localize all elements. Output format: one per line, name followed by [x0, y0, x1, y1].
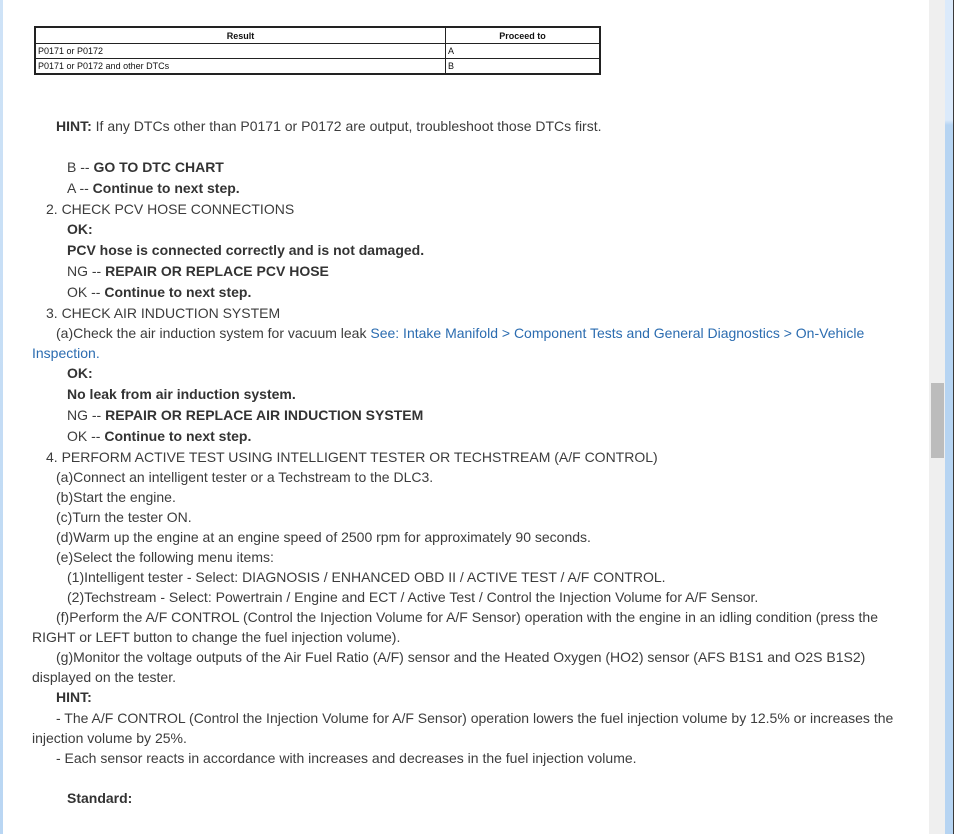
step3-ok [67, 426, 251, 446]
table-cell-result: P0171 or P0172 and other DTCs [35, 59, 446, 75]
step2-ng [67, 261, 329, 281]
step4-title: 4. PERFORM ACTIVE TEST USING INTELLIGENT TESTER OR TECHSTREAM (A/F CONTROL) [46, 449, 658, 465]
hint-text: If any DTCs other than P0171 or P0172 are output, troubleshoot those DTCs first. [91, 118, 602, 134]
step2-ok [67, 282, 251, 302]
ng-prefix: NG -- [67, 263, 106, 279]
ok-prefix: OK -- [67, 428, 105, 444]
result-b [67, 157, 224, 177]
step2-ok-label: OK: [67, 221, 93, 237]
window-right-edge [945, 0, 953, 834]
table-cell-result: P0171 or P0172 [35, 44, 446, 59]
result-prefix: B -- [67, 159, 94, 175]
intake-manifold-link[interactable]: See: Intake Manifold > Component Tests and General Diagnostics > On-Vehicle Inspection. [32, 325, 865, 361]
step4-f: (f)Perform the A/F CONTROL (Control the Injection Volume for A/F Sensor) operation with the engine in an idling condition (press the RIGHT or LEFT button to change the fuel injection volume). [32, 609, 878, 645]
step3-ok-label: OK: [67, 365, 93, 381]
ng-prefix: NG -- [67, 407, 106, 423]
step4-a: (a)Connect an intelligent tester or a Techstream to the DLC3. [56, 469, 434, 485]
step2-ok-text: PCV hose is connected correctly and is not damaged. [67, 242, 425, 258]
hint-label: HINT: [56, 118, 92, 134]
step3-a-text: (a)Check the air induction system for vacuum leak [56, 325, 371, 341]
step4-d: (d)Warm up the engine at an engine speed of 2500 rpm for approximately 90 seconds. [56, 529, 591, 545]
standard-label: Standard: [67, 790, 133, 806]
step4-hint1: - The A/F CONTROL (Control the Injection Volume for A/F Sensor) operation lowers the fuel injection volume by 12.5% or increases the injection volume by 25%. [32, 710, 894, 746]
ok-action: Continue to next step. [104, 428, 252, 444]
table-row [35, 44, 600, 59]
step4-c: (c)Turn the tester ON. [56, 509, 192, 525]
table-header-row [35, 27, 600, 44]
step3-ok-text: No leak from air induction system. [67, 386, 296, 402]
table-cell-proceed: A [446, 44, 601, 59]
step3-title: 3. CHECK AIR INDUCTION SYSTEM [46, 305, 281, 321]
ng-action: REPAIR OR REPLACE PCV HOSE [105, 263, 329, 279]
table-header-result: Result [35, 27, 446, 44]
dtc-result-table [34, 26, 601, 75]
table-header-proceed: Proceed to [446, 27, 601, 44]
step4-b: (b)Start the engine. [56, 489, 176, 505]
step4-hint-label: HINT: [56, 689, 92, 705]
result-prefix: A -- [67, 180, 93, 196]
table-row [35, 59, 600, 75]
result-action: Continue to next step. [92, 180, 240, 196]
window-left-edge [0, 0, 3, 834]
table-cell-proceed: B [446, 59, 601, 75]
step4-hint2: - Each sensor reacts in accordance with increases and decreases in the fuel injection volume. [56, 750, 637, 766]
result-a [67, 178, 240, 198]
step4-e2: (2)Techstream - Select: Powertrain / Engine and ECT / Active Test / Control the Injection Volume for A/F Sensor. [67, 589, 759, 605]
step2-title: 2. CHECK PCV HOSE CONNECTIONS [46, 201, 295, 217]
ok-prefix: OK -- [67, 284, 105, 300]
ok-action: Continue to next step. [104, 284, 252, 300]
ng-action: REPAIR OR REPLACE AIR INDUCTION SYSTEM [105, 407, 424, 423]
step3-ng [67, 405, 423, 425]
scrollbar-thumb[interactable] [931, 383, 944, 458]
hint-dtc [56, 116, 602, 136]
step3-a [32, 323, 912, 363]
result-action: GO TO DTC CHART [93, 159, 224, 175]
step4-g: (g)Monitor the voltage outputs of the Air Fuel Ratio (A/F) sensor and the Heated Oxygen (HO2) sensor (AFS B1S1 and O2S B1S2) displayed on the tester. [32, 649, 866, 685]
step4-e: (e)Select the following menu items: [56, 549, 274, 565]
step4-e1: (1)Intelligent tester - Select: DIAGNOSIS / ENHANCED OBD II / ACTIVE TEST / A/F CONTROL. [67, 569, 666, 585]
